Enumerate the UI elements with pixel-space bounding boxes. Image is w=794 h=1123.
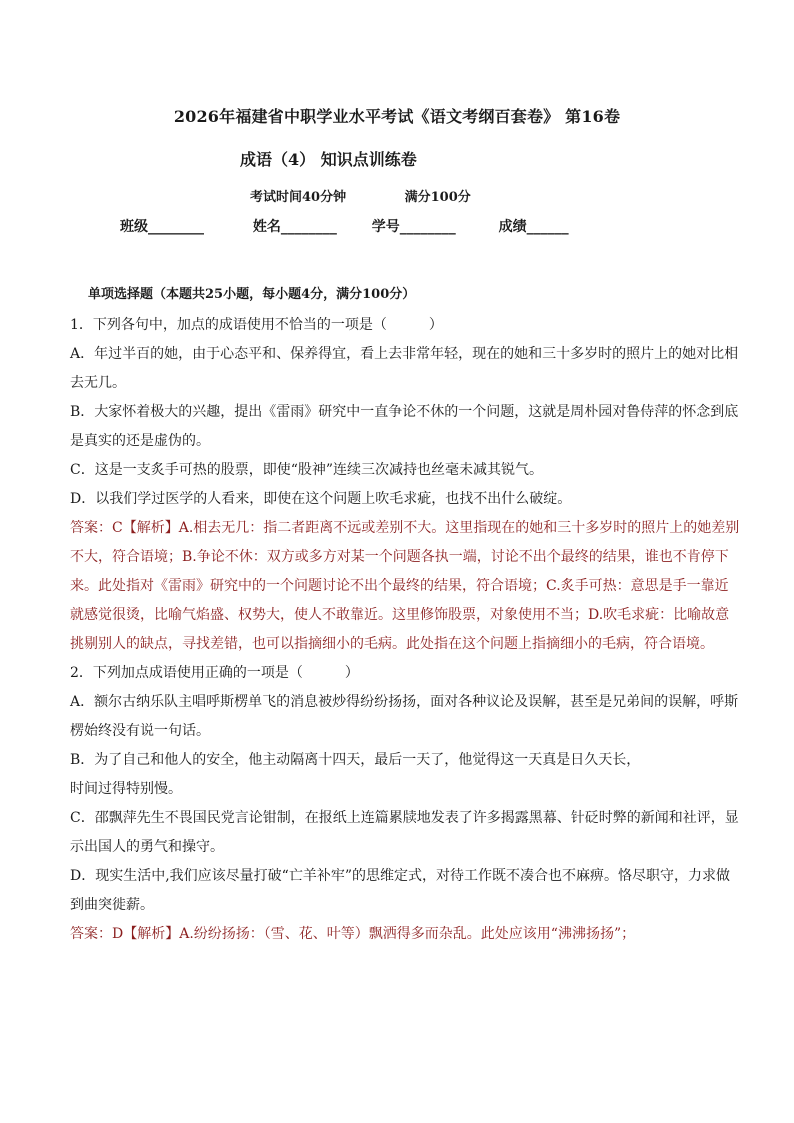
page-subtitle: 成语（4） 知识点训练卷 bbox=[240, 150, 417, 169]
exam-score: 满分100分 bbox=[404, 190, 471, 205]
question-2-option-b: B．为了自己和他人的安全，他主动隔离十四天，最后一天了，他觉得这一天真是日久天长， bbox=[70, 752, 641, 768]
section-heading: 单项选择题（本题共25小题，每小题4分，满分100分） bbox=[88, 287, 416, 302]
number-field: 学号________ bbox=[371, 219, 456, 235]
question-1-option-a: A．年过半百的她，由于心态平和、保养得宜，看上去非常年轻，现在的她和三十多岁时的照片上的她对比相去无几。 bbox=[70, 346, 739, 391]
question-2-option-c: C．邵飘萍先生不畏国民党言论钳制，在报纸上连篇累牍地发表了许多揭露黑幕、针砭时弊的新闻和社评，显示出国人的勇气和操守。 bbox=[70, 810, 739, 855]
student-info bbox=[120, 216, 569, 236]
question-2-stem: 2．下列加点成语使用正确的一项是（ ） bbox=[70, 665, 359, 681]
question-1-option-c: C．这是一支炙手可热的股票，即使“股神”连续三次减持也丝毫未减其锐气。 bbox=[70, 462, 544, 478]
question-2-answer: 答案：D【解析】A.纷纷扬扬：（雪、花、叶等）飘洒得多而杂乱。此处应该用“沸沸扬扬”； bbox=[70, 926, 636, 942]
question-1-option-b: B．大家怀着极大的兴趣，提出《雷雨》研究中一直争论不休的一个问题，这就是周朴园对鲁侍萍的怀念到底是真实的还是虚伪的。 bbox=[70, 404, 739, 449]
question-2-option-a: A．额尔古纳乐队主唱呼斯楞单飞的消息被炒得纷纷扬扬，面对各种议论及误解，甚至是兄弟间的误解，呼斯楞始终没有说一句话。 bbox=[70, 694, 739, 739]
question-2-option-b-cont: 时间过得特别慢。 bbox=[70, 781, 182, 797]
grade-field: 成绩______ bbox=[498, 219, 569, 235]
question-1-stem: 1．下列各句中，加点的成语使用不恰当的一项是（ ） bbox=[70, 317, 443, 333]
class-field: 班级________ bbox=[120, 219, 204, 235]
exam-time: 考试时间40分钟 bbox=[250, 190, 347, 205]
page-title: 2026年福建省中职学业水平考试《语文考纲百套卷》 第16卷 bbox=[173, 107, 621, 126]
question-2-option-d: D．现实生活中,我们应该尽量打破“亡羊补牢”的思维定式，对待工作既不凑合也不麻痹。恪尽职守，力求做到曲突徙薪。 bbox=[70, 868, 730, 913]
question-1-option-d: D．以我们学过医学的人看来，即使在这个问题上吹毛求疵，也找不出什么破绽。 bbox=[70, 491, 572, 507]
question-list bbox=[70, 311, 742, 949]
exam-meta bbox=[250, 186, 471, 205]
name-field: 姓名________ bbox=[252, 219, 337, 235]
question-1-answer: 答案：C【解析】A.相去无几：指二者距离不远或差别不大。这里指现在的她和三十多岁时的照片上的她差别不大，符合语境；B.争论不休：双方或多方对某一个问题各执一端，讨论不出个最终的结果，谁也不肯停下来。此处指对《雷雨》研究中的一个问题讨论不出个最终的结果，符合语境；C.炙手可热：意思是手一靠近就感觉很烫，比喻气焰盛、权势大，使人不敢靠近。这里修饰股票，对象使用不当；D.吹毛求疵：比喻故意挑剔别人的缺点，寻找差错，也可以指摘细小的毛病。此处指在这个问题上指摘细小的毛病，符合语境。 bbox=[70, 520, 740, 652]
